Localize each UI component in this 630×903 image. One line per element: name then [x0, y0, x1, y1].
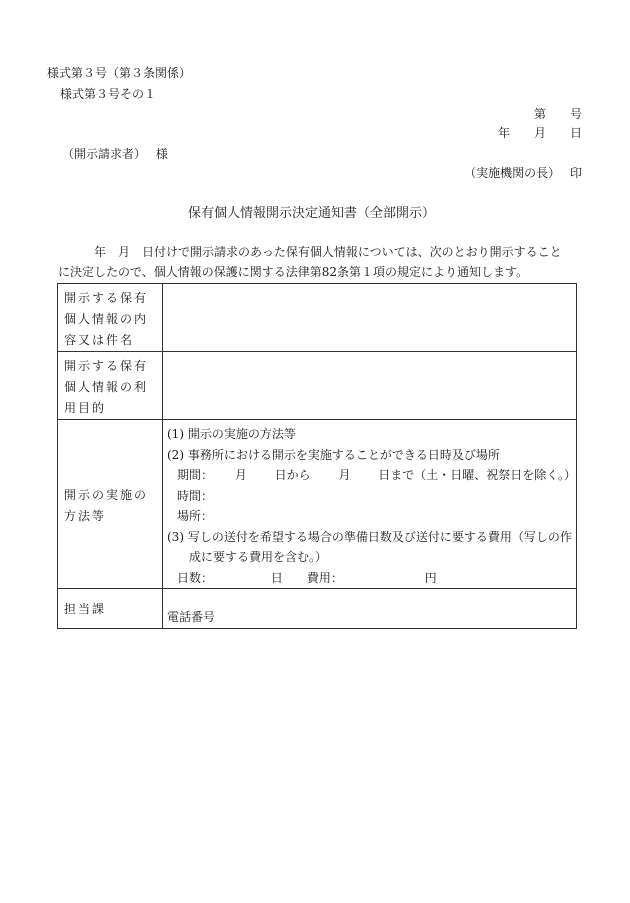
form-sub-number: 様式第３号その１ — [60, 87, 157, 101]
table-row-method — [58, 420, 577, 589]
body-text-line-1: 年 月 日付けで開示請求のあった保有個人情報については、次のとおり開示すること — [94, 245, 562, 259]
method-item-3-line-2: 成に要する費用を含む。） — [189, 550, 328, 564]
method-item-3-line-1: (3) 写しの送付を希望する場合の準備日数及び送付に要する費用（写しの作 — [167, 529, 572, 544]
label-purpose: 開示する保有個人情報の利用目的 — [58, 352, 163, 420]
value-phone — [163, 589, 577, 629]
method-item-1: (1) 開示の実施の方法等 — [167, 427, 296, 441]
method-days-cost: 日数： 日 費用： 円 — [177, 570, 437, 585]
disclosure-table — [57, 283, 577, 629]
value-purpose — [163, 352, 577, 420]
table-row-section — [58, 589, 577, 629]
table-row-content — [58, 284, 577, 352]
label-content: 開示する保有個人情報の内容又は件名 — [58, 284, 163, 352]
method-period: 期間： 月 日から 月 日まで（土・日曜、祝祭日を除く。） — [177, 468, 577, 482]
value-method — [163, 420, 577, 589]
document-title: 保有個人情報開示決定通知書（全部開示） — [188, 206, 436, 221]
label-section: 担当課 — [58, 589, 163, 629]
label-method: 開示の実施の方法等 — [58, 420, 163, 589]
issuer-line: （実施機関の長） 印 — [464, 166, 582, 180]
method-place: 場所： — [177, 509, 214, 523]
value-content — [163, 284, 577, 352]
document-number: 第 号 — [533, 107, 582, 121]
issue-date: 年 月 日 — [497, 126, 582, 140]
phone-number-label: 電話番号 — [167, 609, 216, 624]
method-item-2: (2) 事務所における開示を実施することができる日時及び場所 — [167, 447, 500, 462]
body-text-line-2: に決定したので、個人情報の保護に関する法律第82条第１項の規定により通知します。 — [58, 265, 529, 279]
table-row-purpose — [58, 352, 577, 420]
method-time: 時間： — [177, 488, 214, 503]
form-number: 様式第３号（第３条関係） — [47, 66, 192, 80]
recipient-line: （開示請求者） 様 — [62, 147, 168, 161]
